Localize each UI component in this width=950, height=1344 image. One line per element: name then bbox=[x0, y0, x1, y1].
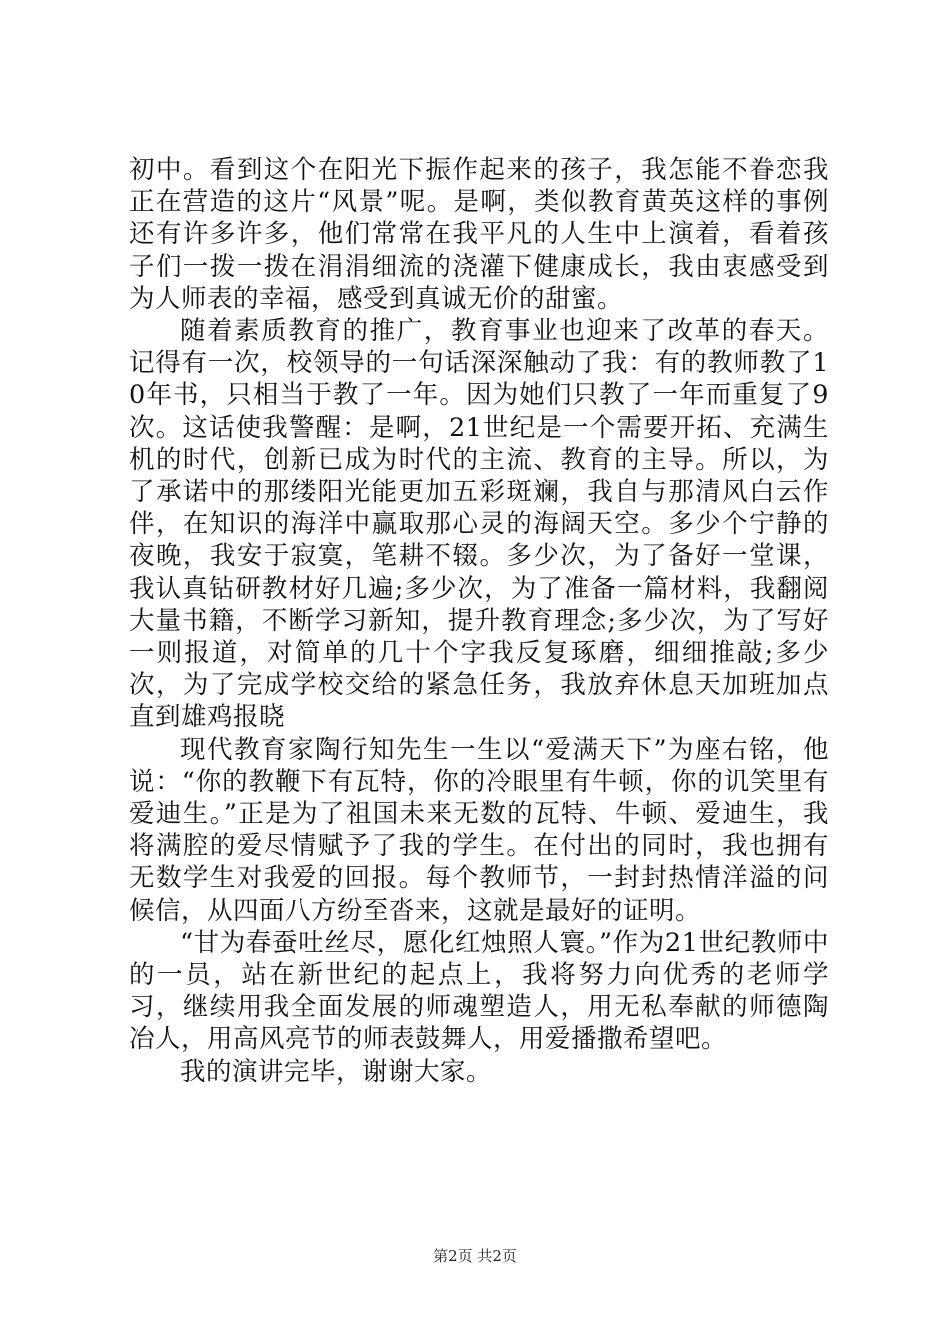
page-footer: 第2页 共2页 bbox=[433, 1247, 517, 1265]
paragraph-4: “甘为春蚕吐丝尽，愿化红烛照人寰。”作为21世纪教师中的一员，站在新世纪的起点上，我将努力向优秀的老师学习，继续用我全面发展的师魂塑造人，用无私奉献的师德陶冶人，用高风亮节的师表鼓舞人，用爱播撒希望吧。 bbox=[129, 927, 829, 1055]
paragraph-1: 初中。看到这个在阳光下振作起来的孩子，我怎能不眷恋我正在营造的这片“风景”呢。是啊，类似教育黄英这样的事例还有许多许多，他们常常在我平凡的人生中上演着，看着孩子们一拨一拨在涓涓细流的浇灌下健康成长，我由衷感受到为人师表的幸福，感受到真诚无价的甜蜜。 bbox=[129, 155, 829, 314]
paragraph-2: 随着素质教育的推广，教育事业也迎来了改革的春天。记得有一次，校领导的一句话深深触动了我：有的教师教了10年书，只相当于教了一年。因为她们只教了一年而重复了9次。这话使我警醒：是啊，21世纪是一个需要开拓、充满生机的时代，创新已成为时代的主流、教育的主导。所以，为了承诺中的那缕阳光能更加五彩斑斓，我自与那清风白云作伴，在知识的海洋中赢取那心灵的海阔天空。多少个宁静的夜晚，我安于寂寞，笔耕不辍。多少次，为了备好一堂课，我认真钻研教材好几遍;多少次，为了准备一篇材料，我翻阅大量书籍，不断学习新知，提升教育理念;多少次，为了写好一则报道，对简单的几十个字我反复琢磨，细细推敲;多少次，为了完成学校交给的紧急任务，我放弃休息天加班加点直到雄鸡报晓 bbox=[129, 316, 829, 733]
paragraph-3: 现代教育家陶行知先生一生以“爱满天下”为座右铭，他说：“你的教鞭下有瓦特，你的冷眼里有牛顿，你的讥笑里有爱迪生。”正是为了祖国未来无数的瓦特、牛顿、爱迪生，我将满腔的爱尽情赋予了我的学生。在付出的同时，我也拥有无数学生对我爱的回报。每个教师节，一封封热情洋溢的问候信，从四面八方纷至沓来，这就是最好的证明。 bbox=[129, 734, 829, 926]
paragraph-5: 我的演讲完毕，谢谢大家。 bbox=[180, 1056, 493, 1087]
document-body bbox=[129, 154, 829, 1234]
